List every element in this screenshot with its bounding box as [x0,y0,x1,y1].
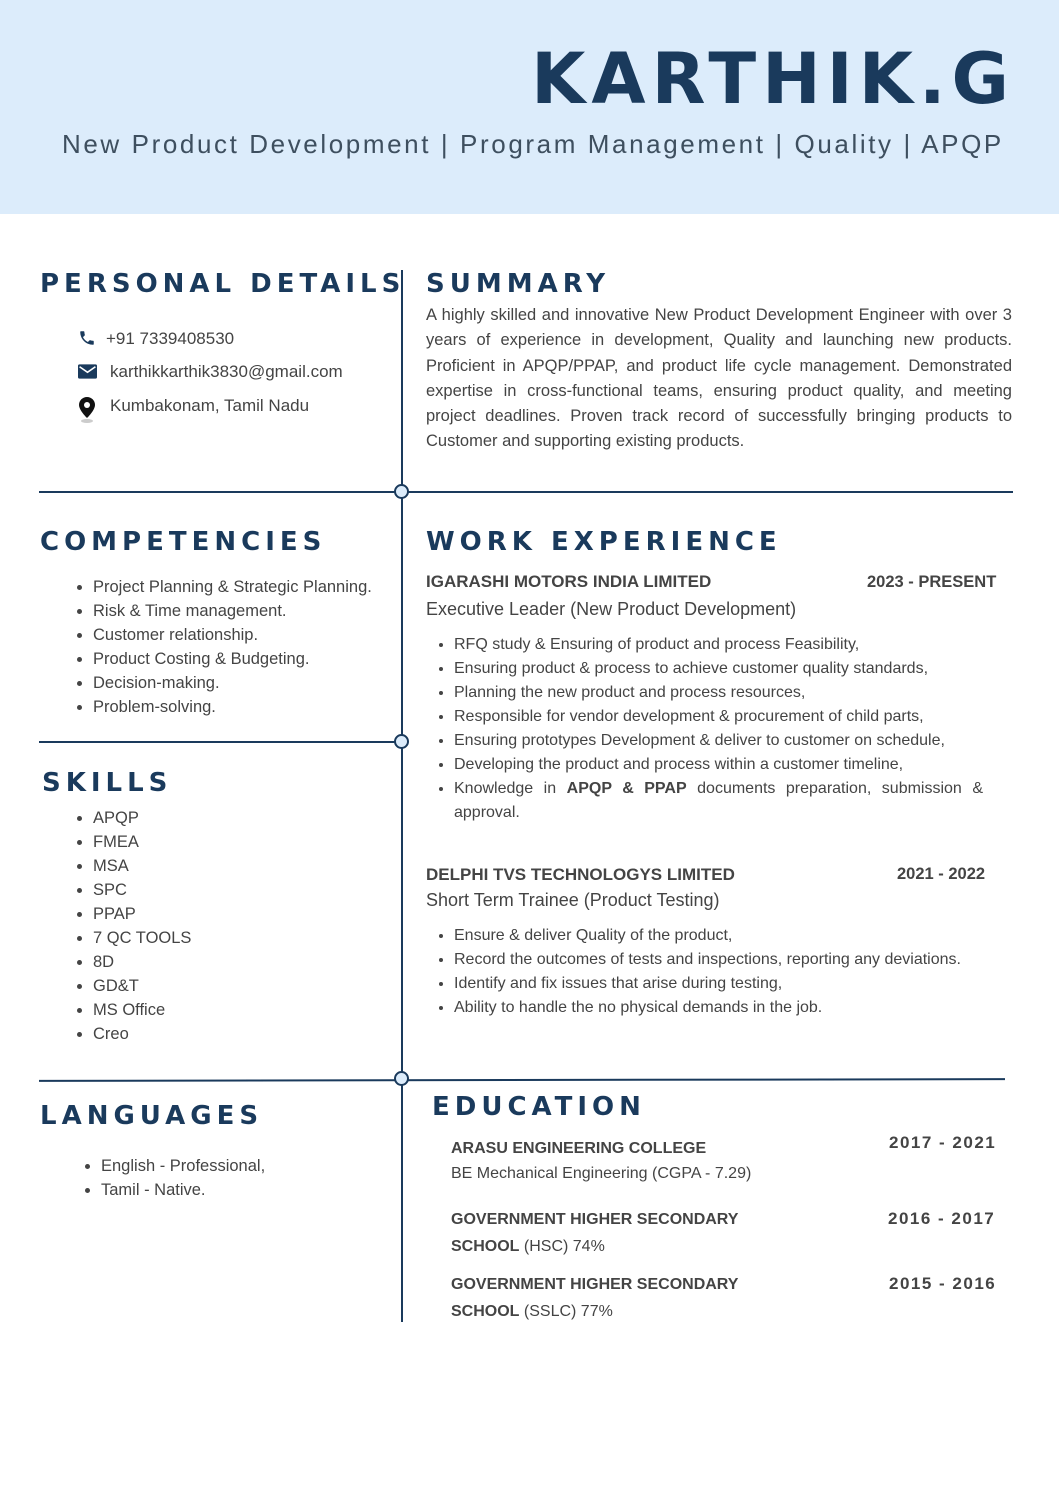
divider-line [39,491,1013,493]
phone-icon [78,329,96,347]
school-line [451,1298,851,1325]
job-company: DELPHI TVS TECHNOLOGYS LIMITED [426,865,735,884]
list-item: • Planning the new product and process resources, [454,681,983,705]
list-item: • Ensure & deliver Quality of the product, [454,924,983,948]
list-item: • Developing the product and process within a customer timeline, [454,753,983,777]
list-item: • Identify and fix issues that arise during testing, [454,972,983,996]
school-name: SCHOOL [451,1238,520,1255]
education-school [451,1206,851,1260]
list-item: • MS Office [93,998,393,1022]
timeline-node [394,734,409,749]
list-item: • APQP [93,806,393,830]
personal-details-heading: PERSONAL DETAILS [40,269,406,299]
list-item: • Ensuring prototypes Development & deliver to customer on schedule, [454,729,983,753]
list-item: • MSA [93,854,393,878]
list-item: • SPC [93,878,393,902]
job-role: Executive Leader (New Product Development) [426,599,797,619]
timeline-vertical-line [401,270,403,1322]
skills-list [69,806,393,1046]
mail-icon [78,364,97,379]
job-duties-list [427,633,983,825]
list-item: • 7 QC TOOLS [93,926,393,950]
list-item: • Risk & Time management. [93,599,423,623]
languages-list [77,1154,401,1202]
list-item: • PPAP [93,902,393,926]
list-item: • FMEA [93,830,393,854]
candidate-name: KARTHIK.G [531,38,1015,120]
list-item: • Creo [93,1022,393,1046]
timeline-node [394,1071,409,1086]
list-item: • Tamil - Native. [101,1178,401,1202]
education-dates: 2016 - 2017 [888,1209,996,1228]
phone-number: +91 7339408530 [106,329,235,348]
list-item: • Ensuring product & process to achieve customer quality standards, [454,657,983,681]
education-school [451,1271,851,1325]
skills-heading: SKILLS [42,768,173,798]
text-segment: documents preparation, submission & approval. [454,780,984,821]
list-item: • Record the outcomes of tests and inspections, reporting any deviations. [454,948,983,972]
education-dates: 2017 - 2021 [889,1133,997,1152]
tagline: New Product Development | Program Management | Quality | APQP [62,129,1004,159]
list-item: • Responsible for vendor development & procurement of child parts, [454,705,983,729]
text-segment: Knowledge in [454,780,567,797]
divider-line [39,741,401,743]
job-role: Short Term Trainee (Product Testing) [426,890,720,910]
school-line: GOVERNMENT HIGHER SECONDARY [451,1211,739,1228]
list-item: • Product Costing & Budgeting. [93,647,423,671]
list-item: • Ability to handle the no physical demands in the job. [454,996,983,1020]
education-degree: BE Mechanical Engineering (CGPA - 7.29) [451,1165,752,1182]
list-item: • Customer relationship. [93,623,423,647]
work-experience-heading: WORK EXPERIENCE [426,527,782,557]
list-item: • English - Professional, [101,1154,401,1178]
summary-text: A highly skilled and innovative New Product Development Engineer with over 3 years of experience in development, Quality and launching new products. Proficient in APQP/PPAP, and product life cycle management. Demonstrated expertise in cross-functional teams, ensuring product quality, and meeting project deadlines. Proven track record of successfully bringing products to Customer and supporting existing products. [426,306,1012,451]
school-line: GOVERNMENT HIGHER SECONDARY [451,1276,739,1293]
education-score: (HSC) 74% [519,1238,605,1255]
school-name: SCHOOL [451,1303,520,1320]
education-heading: EDUCATION [432,1092,646,1122]
job-dates: 2023 - PRESENT [867,573,997,591]
list-item: • RFQ study & Ensuring of product and process Feasibility, [454,633,983,657]
education-score: (SSLC) 77% [519,1303,613,1320]
list-item: • GD&T [93,974,393,998]
job-duties-list [427,924,983,1020]
list-item: • Problem-solving. [93,695,423,719]
list-item: • 8D [93,950,393,974]
languages-heading: LANGUAGES [40,1101,264,1131]
school-line [451,1233,851,1260]
divider-line [39,1078,1005,1082]
education-school: ARASU ENGINEERING COLLEGE [451,1140,707,1157]
list-item: • Project Planning & Strategic Planning. [93,575,423,599]
competencies-heading: COMPETENCIES [40,527,327,557]
job-dates: 2021 - 2022 [897,865,986,883]
email-address: karthikkarthik3830@gmail.com [110,362,343,381]
education-dates: 2015 - 2016 [889,1274,997,1293]
bold-text: APQP & PPAP [566,780,687,797]
competencies-list [69,575,423,719]
location-pin-icon [77,396,97,424]
list-item [454,777,983,825]
job-company: IGARASHI MOTORS INDIA LIMITED [426,572,712,591]
list-item: • Decision-making. [93,671,423,695]
summary-heading: SUMMARY [426,269,611,299]
location: Kumbakonam, Tamil Nadu [110,396,310,415]
timeline-node [394,484,409,499]
